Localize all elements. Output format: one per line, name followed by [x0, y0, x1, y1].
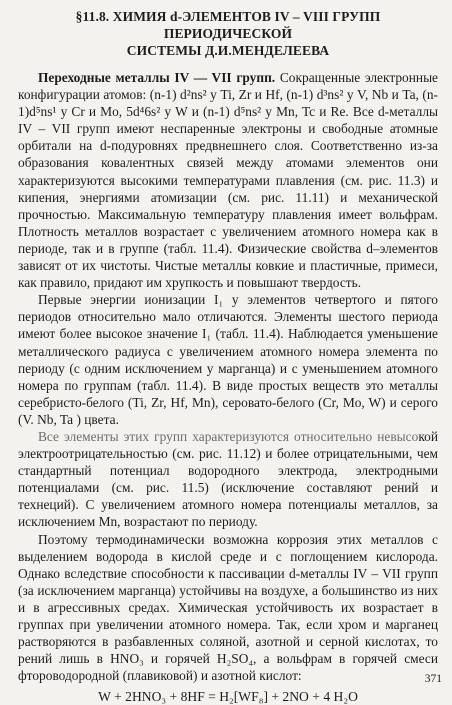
- paragraph-faded-text: Все элементы этих групп характеризуются относительно невысо: [38, 428, 419, 444]
- paragraph-lead: Переходные металлы IV — VII групп.: [38, 70, 276, 85]
- paragraph-4: [18, 531, 438, 685]
- paragraph-text: Первые энергии ионизации I₁ у элементов четвертого и пятого периодов относительно мало отличаются. Элементы шестого периода имеют более высокое значение I₁ (табл. 11.4). Наблюдается уменьшение металлического радиуса с увеличением атомного номера элемента по периоду (с одним исключением у марганца) и с уменьшением атомного номера по группам (табл. 11.4). В виде простых веществ это металлы серебристо-белого (Ti, Zr, Hf, Mn), серовато-белого (Cr, Mo, W) и серого (V. Nb, Ta ) цвета.: [18, 292, 438, 427]
- section-title: [18, 8, 438, 59]
- paragraph-1: [18, 69, 438, 291]
- section-title-line-2: СИСТЕМЫ Д.И.МЕНДЕЛЕЕВА: [126, 43, 330, 58]
- paragraph-text: Сокращенные электронные конфигурации атомов: (n-1) d²ns² у Ti, Zr и Hf, (n-1) d³ns² у V, Nb и Ta, (n-1)d⁵ns¹ у Cr и Mo, 5d⁴6s² у W и (n-1) d⁵ns² у Mn, Tc и Re. Все d-металлы IV – VII групп имеют неспаренные электроны и свободные атомные орбитали на d-подуровнях предвнешнего слоя. Соответственно из-за образования ковалентных связей между атомами элементов они характеризуются высокими температурами плавления (см. рис. 11.3) и кипения, энергиями атомизации (см. рис. 11.11) и механической прочностью. Максимальную температуру плавления имеет вольфрам. Плотность металлов возрастает с увеличением атомного номера как в периоде, так и в группе (табл. 11.4). Физические свойства d–элементов зависят от их чистоты. Чистые металлы ковкие и пластичные, примеси, как правило, придают им хрупкость и повышают твердость.: [18, 70, 439, 291]
- paragraph-text: кой электроотрицательностью (см. рис. 11.12) и более отрицательными, чем стандартный потенциал водородного электрода, электродными потенциалами (см. рис. 11.5) (исключение составляют рений и технеций). С увеличением атомного номера потенциалы металлов, за исключением Mn, возрастают по периоду.: [18, 428, 438, 530]
- page-number: 371: [424, 673, 442, 685]
- section-title-line-1: §11.8. ХИМИЯ d-ЭЛЕМЕНТОВ IV – VIII ГРУПП ПЕРИОДИЧЕСКОЙ: [75, 9, 381, 41]
- paragraph-2: [18, 291, 438, 428]
- paragraph-3: [18, 428, 438, 531]
- chemical-equation: W + 2HNO₃ + 8HF = H₂[WF₈] + 2NO + 4 H₂O: [98, 689, 358, 705]
- paragraph-text: Поэтому термодинамически возможна коррозия этих металлов с выделением водорода в кислой среде и с поглощением кислорода. Однако вследствие способности к пассивации d-металлы IV – VII групп (за исключением марганца) устойчивы на воздухе, а большинство из них и в агрессивных средах. Химическая устойчивость их возрастает в группах при увеличении атомного номера. Так, если хром и марганец растворяются в разбавленных соляной, азотной и серной кислотах, то рений лишь в HNO₃ и горячей H₂SO₄, а вольфрам в горячей смеси фтороводородной (плавиковой) и азотной кислот:: [18, 531, 438, 684]
- document-page: [18, 8, 439, 705]
